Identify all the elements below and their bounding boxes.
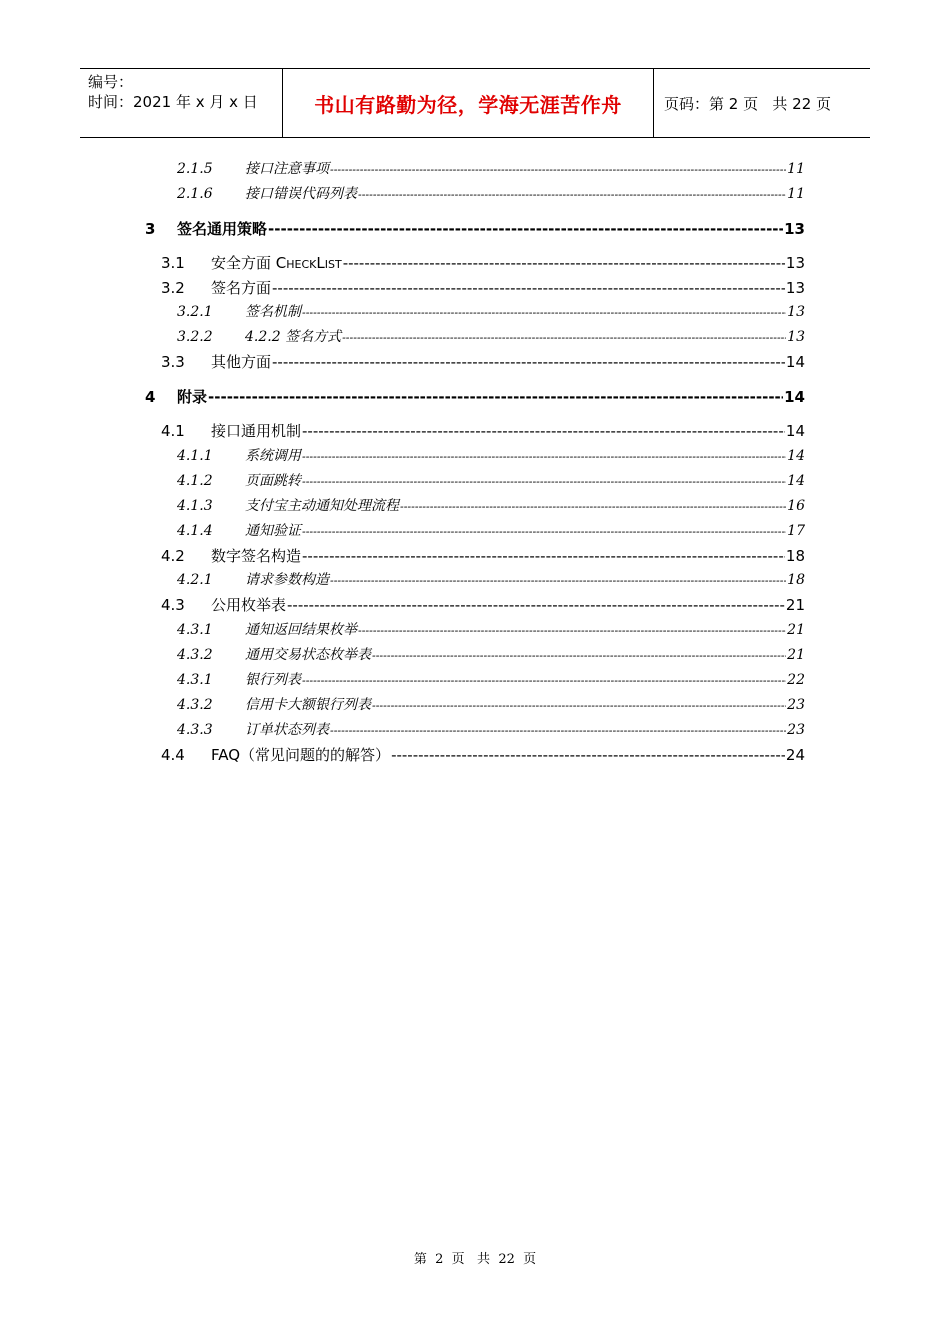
toc-dot-leader (302, 422, 785, 437)
toc-entry-title: 其他方面 (211, 353, 272, 371)
toc-dot-leader (358, 624, 786, 635)
toc-entry-number: 4.3.2 (177, 697, 213, 713)
toc-entry-title: 银行列表 (245, 672, 301, 688)
toc-entry-page: 13 (787, 304, 805, 320)
toc-entry[interactable] (177, 520, 805, 540)
toc-dot-leader (372, 699, 786, 710)
toc-entry[interactable] (145, 386, 805, 407)
toc-entry-page: 23 (787, 722, 805, 738)
time-label: 时间：2021 年 x 月 x 日 (88, 93, 258, 111)
toc-entry-title: 公用枚举表 (211, 596, 287, 614)
toc-entry-page: 24 (785, 746, 805, 764)
toc-entry[interactable] (177, 470, 805, 490)
toc-dot-leader (302, 306, 786, 317)
toc-entry-title: 订单状态列表 (245, 722, 329, 738)
toc-entry-title: 签名通用策略 (177, 220, 268, 238)
toc-entry-page: 11 (787, 186, 805, 202)
toc-dot-leader (287, 596, 785, 611)
toc-dot-leader (208, 388, 783, 403)
toc-entry-number: 3 (145, 220, 156, 238)
toc-entry-number: 4.1.1 (177, 448, 213, 464)
checklist-term: CheckList (275, 254, 342, 272)
page-header (80, 68, 870, 138)
toc-entry-title: 安全方面 CheckList (211, 254, 342, 272)
header-page-info (654, 69, 870, 137)
toc-entry[interactable] (177, 495, 805, 515)
toc-entry[interactable] (177, 619, 805, 639)
toc-entry-number: 2.1.6 (177, 186, 213, 202)
toc-dot-leader (343, 254, 785, 269)
toc-dot-leader (268, 220, 783, 235)
toc-entry-title: 接口错误代码列表 (245, 186, 357, 202)
toc-dot-leader (330, 574, 786, 585)
toc-entry-number: 4.1.4 (177, 523, 213, 539)
toc-entry-page: 17 (787, 523, 805, 539)
toc-dot-leader (330, 724, 786, 735)
toc-entry-number: 4.1.2 (177, 473, 213, 489)
toc-dot-leader (302, 674, 786, 685)
toc-entry-title: 通知验证 (245, 523, 301, 539)
toc-entry-page: 14 (787, 473, 805, 489)
page-info-text: 页码：第 2 页 共 22 页 (664, 94, 832, 113)
toc-dot-leader (372, 649, 786, 660)
toc-entry-page: 16 (787, 498, 805, 514)
toc-entry-title: 签名方面 (211, 279, 272, 297)
toc-entry-title: 附录 (177, 388, 208, 406)
toc-entry[interactable] (177, 669, 805, 689)
toc-dot-leader (272, 353, 785, 368)
toc-entry-title: FAQ（常见问题的的解答） (211, 746, 391, 764)
toc-entry-number: 2.1.5 (177, 161, 213, 177)
toc-entry[interactable] (145, 218, 805, 239)
toc-entry-title: 接口通用机制 (211, 422, 302, 440)
toc-entry-page: 21 (785, 596, 805, 614)
toc-entry-number: 4.3.1 (177, 622, 213, 638)
toc-dot-leader (342, 331, 786, 342)
toc-entry[interactable] (161, 744, 805, 765)
toc-entry-number: 4.3 (161, 596, 185, 614)
toc-entry-title: 通用交易状态枚举表 (245, 647, 371, 663)
toc-entry-page: 14 (784, 388, 805, 406)
toc-entry-page: 14 (785, 353, 805, 371)
toc-entry[interactable] (177, 694, 805, 714)
header-motto: 书山有路勤为径，学海无涯苦作舟 (282, 69, 654, 137)
toc-entry[interactable] (177, 569, 805, 589)
toc-entry[interactable] (177, 326, 805, 346)
toc-entry[interactable] (177, 158, 805, 178)
toc-entry-number: 3.2.2 (177, 329, 213, 345)
toc-entry-title: 支付宝主动通知处理流程 (245, 498, 399, 514)
toc-dot-leader (400, 500, 786, 511)
toc-entry-title: 通知返回结果枚举 (245, 622, 357, 638)
toc-entry-page: 21 (787, 622, 805, 638)
toc-dot-leader (302, 547, 785, 562)
toc-entry-page: 13 (785, 254, 805, 272)
number-label: 编号： (88, 73, 134, 91)
toc-entry-number: 4.1 (161, 422, 185, 440)
toc-dot-leader (302, 450, 786, 461)
toc-entry-title: 信用卡大额银行列表 (245, 697, 371, 713)
toc-entry-number: 4.3.1 (177, 672, 213, 688)
toc-entry-number: 4.3.2 (177, 647, 213, 663)
toc-entry-title: 接口注意事项 (245, 161, 329, 177)
toc-entry-title: 4.2.2 签名方式 (245, 329, 342, 345)
toc-entry-page: 13 (787, 329, 805, 345)
toc-entry[interactable] (161, 594, 805, 615)
toc-entry-title: 页面跳转 (245, 473, 301, 489)
toc-entry-page: 23 (787, 697, 805, 713)
toc-entry-number: 4.3.3 (177, 722, 213, 738)
toc-entry-page: 13 (784, 220, 805, 238)
toc-entry[interactable] (161, 277, 805, 298)
toc-entry-page: 11 (787, 161, 805, 177)
toc-entry-number: 4.2.1 (177, 572, 213, 588)
toc-entry-page: 18 (787, 572, 805, 588)
toc-entry-number: 4.2 (161, 547, 185, 565)
toc-entry-number: 3.1 (161, 254, 185, 272)
toc-entry-number: 3.2 (161, 279, 185, 297)
toc-entry-page: 18 (785, 547, 805, 565)
toc-entry-number: 3.3 (161, 353, 185, 371)
toc-entry-title: 请求参数构造 (245, 572, 329, 588)
toc-entry-number: 3.2.1 (177, 304, 213, 320)
toc-entry-page: 21 (787, 647, 805, 663)
toc-dot-leader (330, 163, 786, 174)
toc-entry-page: 14 (785, 422, 805, 440)
toc-entry[interactable] (161, 420, 805, 441)
toc-entry[interactable] (161, 252, 805, 273)
toc-entry-page: 13 (785, 279, 805, 297)
toc-entry[interactable] (177, 445, 805, 465)
toc-dot-leader (302, 525, 786, 536)
toc-entry[interactable] (161, 351, 805, 372)
toc-entry[interactable] (177, 301, 805, 321)
toc-entry[interactable] (161, 545, 805, 566)
toc-dot-leader (302, 475, 786, 486)
toc-entry-number: 4 (145, 388, 156, 406)
toc-entry[interactable] (177, 183, 805, 203)
toc-entry[interactable] (177, 719, 805, 739)
toc-dot-leader (391, 746, 785, 761)
toc-dot-leader (358, 188, 786, 199)
toc-entry-number: 4.4 (161, 746, 185, 764)
header-meta (80, 69, 282, 137)
toc-dot-leader (272, 279, 785, 294)
page-footer: 第 2 页 共 22 页 (413, 1252, 537, 1267)
toc-entry-title: 数字签名构造 (211, 547, 302, 565)
toc-entry-page: 14 (787, 448, 805, 464)
toc-entry-title: 系统调用 (245, 448, 301, 464)
toc-entry-page: 22 (787, 672, 805, 688)
toc-entry-number: 4.1.3 (177, 498, 213, 514)
toc-entry-title: 签名机制 (245, 304, 301, 320)
toc-entry[interactable] (177, 644, 805, 664)
